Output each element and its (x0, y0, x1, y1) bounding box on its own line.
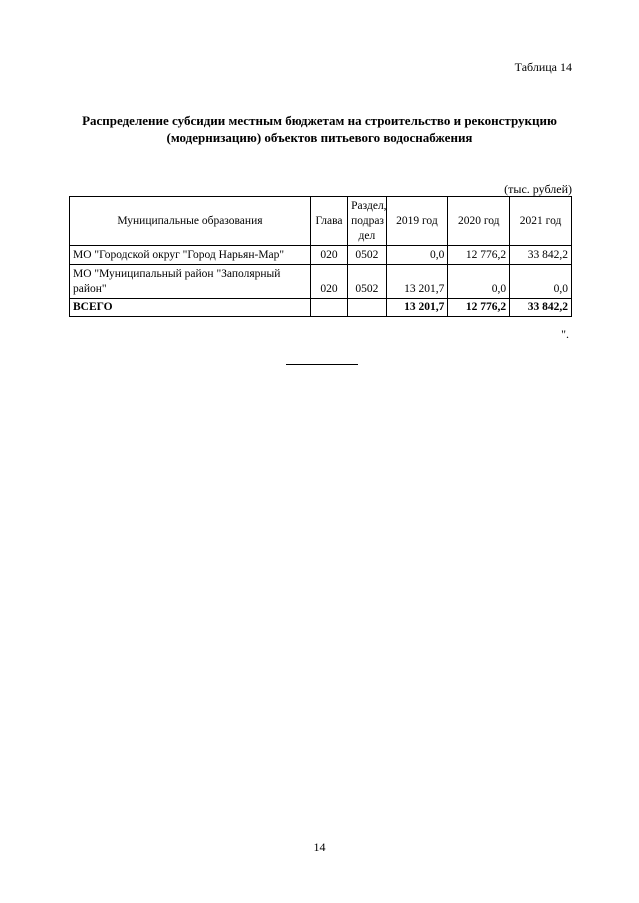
row-2019: 13 201,7 (386, 265, 448, 299)
subsidy-table (69, 196, 572, 317)
header-2020: 2020 год (448, 197, 510, 246)
row-2021: 33 842,2 (510, 246, 572, 265)
total-2020: 12 776,2 (448, 299, 510, 317)
document-title: Распределение субсидии местным бюджетам на строительство и реконструкцию (модернизацию) объектов питьевого водоснабжения (82, 113, 557, 145)
row-glava: 020 (310, 246, 347, 265)
table-total-row (70, 299, 572, 317)
header-2019: 2019 год (386, 197, 448, 246)
header-2021: 2021 год (510, 197, 572, 246)
total-2021: 33 842,2 (510, 299, 572, 317)
row-2019: 0,0 (386, 246, 448, 265)
closing-quote: ". (561, 327, 569, 341)
total-glava (310, 299, 347, 317)
header-municipalities: Муниципальные образования (70, 197, 311, 246)
table-header-row (70, 197, 572, 246)
total-2019: 13 201,7 (386, 299, 448, 317)
total-label: ВСЕГО (70, 299, 311, 317)
row-2020: 0,0 (448, 265, 510, 299)
row-2020: 12 776,2 (448, 246, 510, 265)
total-razdel (348, 299, 386, 317)
row-razdel: 0502 (348, 265, 386, 299)
row-municipality-name: МО "Муниципальный район "Заполярный район" (70, 265, 311, 299)
table-row (70, 265, 572, 299)
page-number: 14 (313, 840, 326, 854)
header-razdel: Раздел, подраз дел (348, 197, 386, 246)
table-row (70, 246, 572, 265)
header-glava: Глава (310, 197, 347, 246)
row-glava: 020 (310, 265, 347, 299)
table-number: Таблица 14 (514, 60, 572, 74)
separator-line (286, 364, 358, 365)
row-municipality-name: МО "Городской округ "Город Нарьян-Мар" (70, 246, 311, 265)
row-2021: 0,0 (510, 265, 572, 299)
row-razdel: 0502 (348, 246, 386, 265)
units-label: (тыс. рублей) (504, 182, 572, 196)
